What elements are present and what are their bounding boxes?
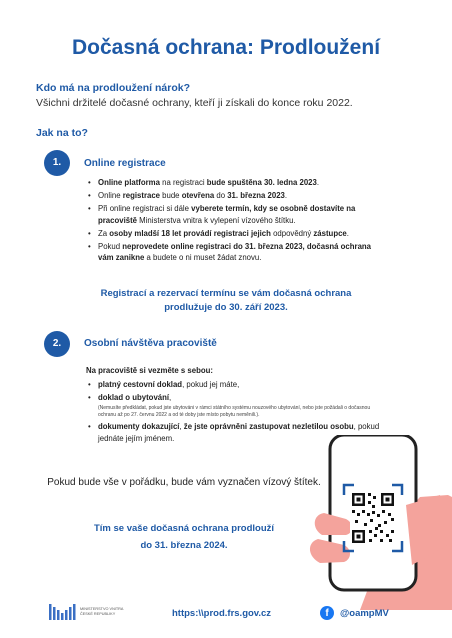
deadline-line-1: Registrací a rezervací termínu se vám dočasná ochrana: [100, 288, 352, 299]
step-1-item-text: odpovědný: [270, 228, 314, 238]
step-2-item-text: ,: [169, 393, 172, 402]
eligibility-answer: Všichni držitelé dočasné ochrany, kteří ji získali do konce roku 2022.: [36, 97, 353, 109]
eligibility-question: Kdo má na prodloužení nárok?: [36, 82, 191, 94]
step-1-item-text: Online platforma: [98, 178, 160, 187]
step-2-item-text: dokumenty dokazující: [98, 422, 180, 431]
step-1-item-text: bude: [160, 191, 182, 200]
step-1-item-text: vyberete termín, kdy se osobně dostavíte na pracoviště: [98, 204, 356, 225]
step-1-item-text: a budete o ni muset žádat znovu.: [144, 253, 262, 262]
ministry-logo: [48, 602, 76, 622]
howto-heading: Jak na to?: [36, 127, 88, 139]
step-1-item-text: Při online registraci si dále: [98, 204, 192, 213]
step-1-item-text: neprovedete online registraci do 31. března 2023, dočasná ochrana vám zanikne: [98, 241, 372, 262]
step-2-item-text: platný cestovní doklad: [98, 380, 183, 389]
step-2-title: Osobní návštěva pracoviště: [84, 338, 217, 349]
website-link[interactable]: https:\\prod.frs.gov.cz: [172, 608, 272, 619]
step-2-item: [86, 379, 386, 391]
step-1-badge: 1.: [44, 150, 70, 176]
step-2-item-text: doklad o ubytování: [98, 393, 170, 402]
step-1-item-text: na registraci: [159, 178, 207, 187]
step-1-item-text: 31. března 2023: [227, 191, 285, 200]
step-2-item-text: , pokud jej máte,: [182, 380, 240, 389]
visa-sticker-text: Pokud bude vše v pořádku, bude vám vyznačen vízový štítek.: [47, 477, 321, 488]
step-1-item-text: Online: [98, 191, 123, 200]
extension-line-2: do 31. března 2024.: [140, 540, 228, 551]
step-1-item-text: osoby mladší 18 let provádí registraci jejich: [109, 228, 271, 238]
qr-code[interactable]: [350, 491, 396, 545]
step-1-item: [86, 228, 386, 240]
step-1-item: [86, 241, 386, 264]
phone-qr-illustration: [300, 435, 452, 610]
facebook-icon[interactable]: f: [320, 606, 334, 620]
step-1-title: Online registrace: [84, 158, 166, 169]
step-1-item-text: .: [316, 178, 320, 187]
page-title: Dočasná ochrana: Prodloužení: [71, 36, 381, 59]
step-1-item-text: otevřena: [181, 191, 215, 200]
accommodation-note: (Nemusíte předkládat, pokud jste ubytováni v rámci státního systému nouzového ubytování, nebo jste požádali o dočasnou ochranu až po 27. červnu 2022 a od té doby jste místo pobytu neměnili.).: [98, 405, 371, 418]
step-1-item-text: .: [346, 228, 349, 238]
logo-line-2: ČESKÉ REPUBLIKY: [80, 611, 116, 616]
step-1-item: [86, 177, 386, 189]
extension-line-1: Tím se vaše dočasná ochrana prodlouží: [93, 523, 275, 534]
step-2-badge: 2.: [44, 331, 70, 357]
step-1-item-text: .: [284, 191, 288, 200]
step-2-item-text: že jste oprávněni zastupovat nezletilou osobu: [183, 422, 354, 431]
step-2-item-text: , pokud jednáte jejím jménem.: [98, 422, 380, 443]
step-1-item: [86, 203, 386, 226]
step-1-item-text: zástupce: [313, 228, 347, 238]
step-2-intro: Na pracoviště si vezměte s sebou:: [86, 366, 213, 375]
extension-statement: [46, 520, 322, 554]
step-2-item: [86, 392, 386, 404]
step-1-item-text: registrace: [122, 191, 160, 200]
step-1-item-text: do: [214, 191, 228, 200]
step-1-item-text: Pokud: [98, 241, 123, 251]
deadline-line-2: prodlužuje do 30. září 2023.: [164, 302, 288, 313]
step-1-list: [86, 177, 386, 265]
step-1-item-text: bude spuštěna 30. ledna 2023: [206, 178, 317, 187]
step-1-item: [86, 190, 386, 202]
step-1-item-text: Za: [98, 228, 110, 238]
facebook-handle[interactable]: @oampMV: [340, 608, 389, 619]
registration-deadline: [40, 287, 412, 315]
ministry-logo-text: [80, 607, 123, 617]
logo-line-1: MINISTERSTVO VNITRA: [80, 607, 124, 611]
step-2-item-text: ,: [179, 422, 184, 431]
step-1-item-text: Ministerstva vnitra k vylepení vízového štítku.: [137, 215, 296, 225]
